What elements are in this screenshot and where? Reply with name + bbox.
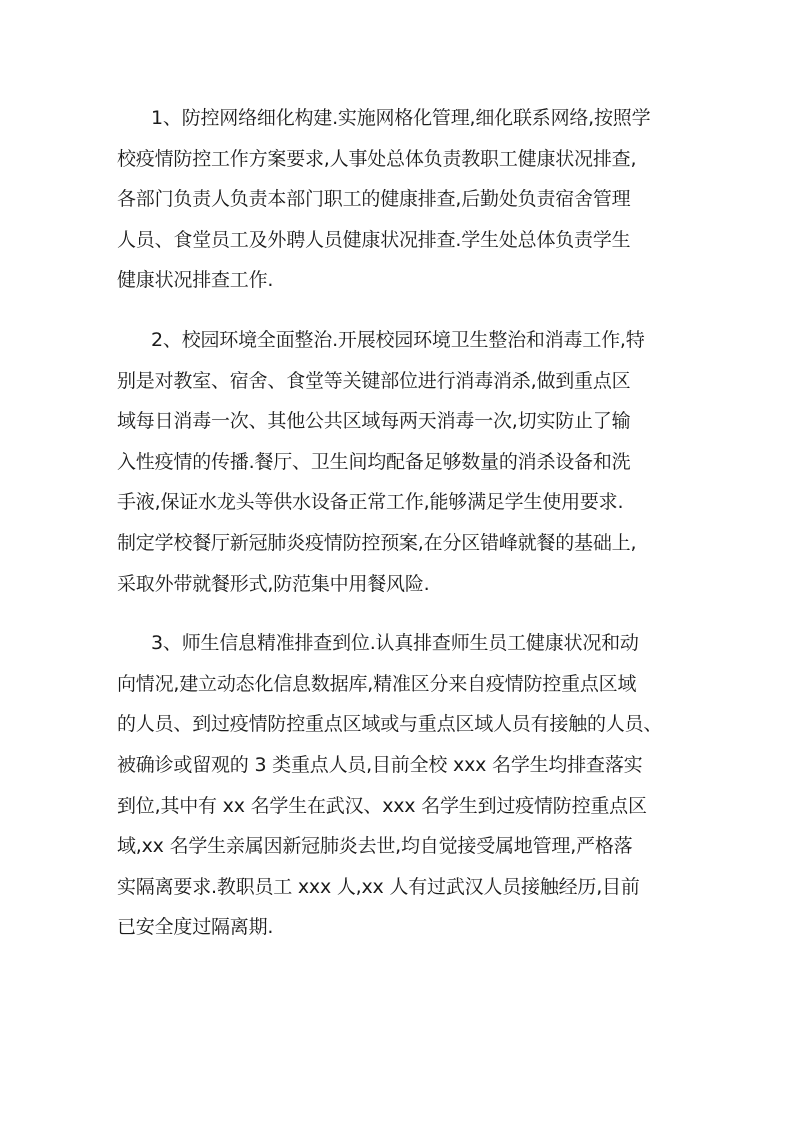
text-line: 被确诊或留观的 3 类重点人员,目前全校 xxx 名学生均排查落实 bbox=[117, 753, 643, 776]
document-body bbox=[117, 98, 683, 967]
text-line: 域,xx 名学生亲属因新冠肺炎去世,均自觉接受属地管理,严格落 bbox=[117, 835, 633, 858]
paragraph-1 bbox=[117, 98, 683, 301]
text-line: 域每日消毒一次、其他公共区域每两天消毒一次,切实防止了输 bbox=[117, 410, 631, 433]
paragraph-3 bbox=[117, 623, 683, 948]
text-line: 校疫情防控工作方案要求,人事处总体负责教职工健康状况排查, bbox=[117, 147, 637, 170]
text-line: 1、防控网络细化构建.实施网格化管理,细化联系网络,按照学 bbox=[151, 107, 651, 129]
text-line: 健康状况排查工作. bbox=[117, 269, 274, 292]
text-line: 采取外带就餐形式,防范集中用餐风险. bbox=[117, 572, 430, 595]
text-line: 实隔离要求.教职员工 xxx 人,xx 人有过武汉人员接触经历,目前 bbox=[117, 875, 640, 898]
text-line: 各部门负责人负责本部门职工的健康排查,后勤处负责宿舍管理 bbox=[117, 188, 631, 211]
text-line: 到位,其中有 xx 名学生在武汉、xxx 名学生到过疫情防控重点区 bbox=[117, 794, 647, 817]
text-line: 3、师生信息精准排查到位.认真排查师生员工健康状况和动 bbox=[151, 632, 639, 655]
text-line: 人员、食堂员工及外聘人员健康状况排查.学生处总体负责学生 bbox=[117, 228, 631, 251]
text-line: 2、校园环境全面整治.开展校园环境卫生整治和消毒工作,特 bbox=[151, 328, 645, 351]
text-line: 的人员、到过疫情防控重点区域或与重点区域人员有接触的人员、 bbox=[117, 713, 663, 736]
text-line: 向情况,建立动态化信息数据库,精准区分来自疫情防控重点区域 bbox=[117, 672, 637, 695]
text-line: 入性疫情的传播.餐厅、卫生间均配备足够数量的消杀设备和洗 bbox=[117, 450, 631, 473]
text-line: 制定学校餐厅新冠肺炎疫情防控预案,在分区错峰就餐的基础上, bbox=[117, 531, 637, 554]
text-line: 已安全度过隔离期. bbox=[117, 916, 274, 939]
text-line: 手液,保证水龙头等供水设备正常工作,能够满足学生使用要求. bbox=[117, 491, 624, 514]
paragraph-2 bbox=[117, 320, 683, 604]
text-line: 别是对教室、宿舍、食堂等关键部位进行消毒消杀,做到重点区 bbox=[117, 369, 631, 392]
